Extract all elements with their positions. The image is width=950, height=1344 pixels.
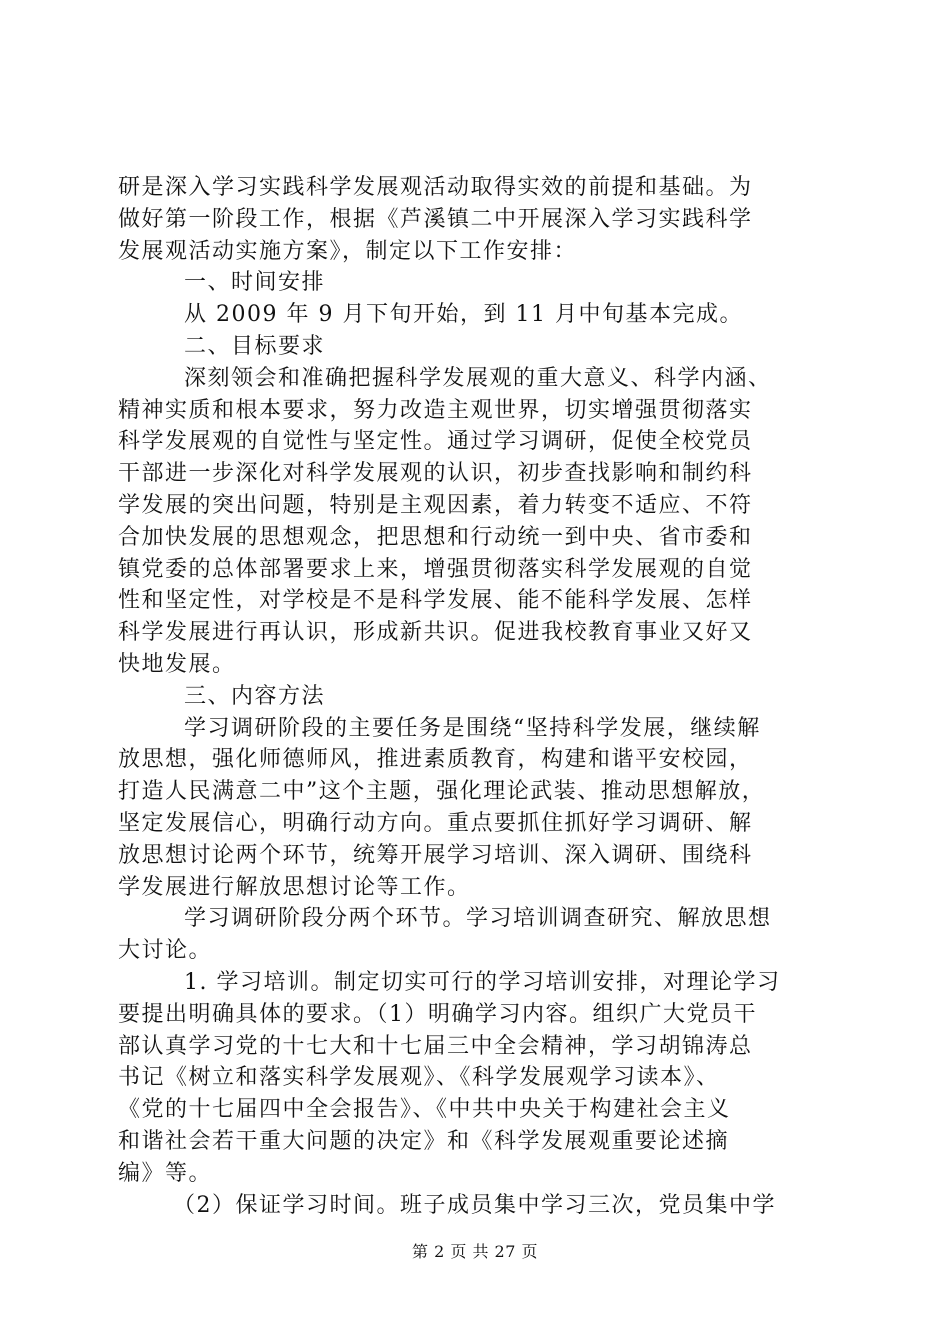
text-line: （2）保证学习时间。班子成员集中学习三次，党员集中学 bbox=[173, 1192, 776, 1218]
document-body bbox=[118, 172, 838, 1221]
text-line: 学习调研阶段分两个环节。学习培训调查研究、解放思想 bbox=[184, 906, 772, 932]
text-line: 放思想，强化师德师风，推进素质教育，构建和谐平安校园， bbox=[118, 747, 753, 773]
text-line: 学发展的突出问题，特别是主观因素，着力转变不适应、不符 bbox=[118, 492, 753, 518]
text-line: 坚定发展信心，明确行动方向。重点要抓住抓好学习调研、解 bbox=[118, 810, 753, 836]
text-line: 部认真学习党的十七大和十七届三中全会精神，学习胡锦涛总 bbox=[118, 1033, 753, 1059]
text-line: 编》等。 bbox=[118, 1160, 213, 1186]
text-line: 学发展进行解放思想讨论等工作。 bbox=[118, 874, 471, 900]
text-line: 一、时间安排 bbox=[184, 270, 326, 296]
text-line: 大讨论。 bbox=[118, 938, 213, 964]
text-line: 放思想讨论两个环节，统筹开展学习培训、深入调研、围绕科 bbox=[118, 842, 753, 868]
text-line: 科学发展观的自觉性与坚定性。通过学习调研，促使全校党员 bbox=[118, 429, 753, 455]
text-line: 学习调研阶段的主要任务是围绕“坚持科学发展，继续解 bbox=[184, 715, 761, 741]
page-footer: 第 2 页 共 27 页 bbox=[412, 1242, 538, 1261]
text-line: 和谐社会若干重大问题的决定》和《科学发展观重要论述摘 bbox=[118, 1128, 730, 1154]
text-line: 做好第一阶段工作，根据《芦溪镇二中开展深入学习实践科学 bbox=[118, 206, 753, 232]
text-line: 打造人民满意二中”这个主题，强化理论武装、推动思想解放， bbox=[118, 779, 766, 805]
text-line: 科学发展进行再认识，形成新共识。促进我校教育事业又好又 bbox=[118, 620, 753, 646]
text-line: 干部进一步深化对科学发展观的认识，初步查找影响和制约科 bbox=[118, 461, 753, 487]
text-line: 快地发展。 bbox=[118, 651, 236, 677]
text-line: 1. 学习培训。制定切实可行的学习培训安排，对理论学习 bbox=[184, 969, 781, 995]
text-line: 书记《树立和落实科学发展观》、《科学发展观学习读本》、 bbox=[118, 1065, 720, 1091]
text-line: 性和坚定性，对学校是不是科学发展、能不能科学发展、怎样 bbox=[118, 588, 753, 614]
text-line: 深刻领会和准确把握科学发展观的重大意义、科学内涵、 bbox=[184, 365, 772, 391]
text-line: 研是深入学习实践科学发展观活动取得实效的前提和基础。为 bbox=[118, 175, 753, 200]
text-line: 要提出明确具体的要求。（1）明确学习内容。组织广大党员干 bbox=[118, 1001, 757, 1027]
text-line: 镇党委的总体部署要求上来，增强贯彻落实科学发展观的自觉 bbox=[118, 556, 753, 582]
text-line: 三、内容方法 bbox=[184, 683, 326, 709]
text-line: 从 2009 年 9 月下旬开始，到 11 月中旬基本完成。 bbox=[184, 302, 743, 328]
text-line: 发展观活动实施方案》，制定以下工作安排： bbox=[118, 238, 578, 264]
text-line: 二、目标要求 bbox=[184, 333, 326, 359]
text-line: 精神实质和根本要求，努力改造主观世界，切实增强贯彻落实 bbox=[118, 397, 753, 423]
text-line: 合加快发展的思想观念，把思想和行动统一到中央、省市委和 bbox=[118, 524, 753, 550]
text-line: 《党的十七届四中全会报告》、《中共中央关于构建社会主义 bbox=[118, 1097, 731, 1123]
